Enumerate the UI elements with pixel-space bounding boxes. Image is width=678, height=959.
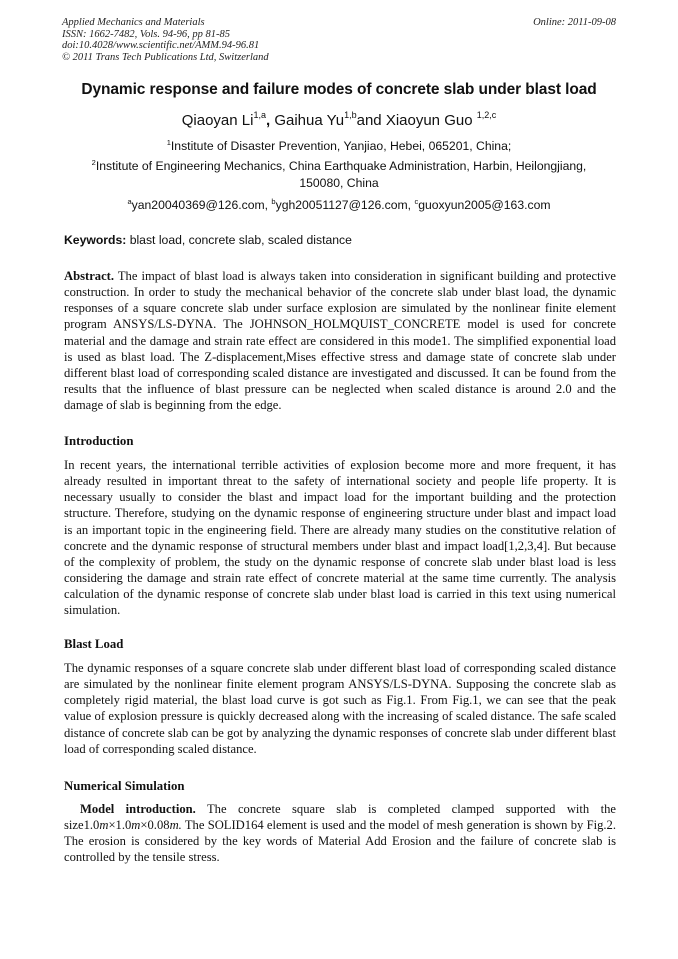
- section-heading-introduction: Introduction: [64, 434, 134, 448]
- affiliation-1: [70, 138, 608, 155]
- section-heading-blast-load: Blast Load: [64, 637, 124, 651]
- keywords: [64, 233, 616, 247]
- author-separator: ,: [265, 112, 271, 129]
- abstract-label: Abstract.: [64, 269, 115, 283]
- author-superscript: 1,a: [253, 110, 266, 120]
- unit-text: m.: [169, 818, 182, 833]
- affiliation-text: Institute of Disaster Prevention, Yanjiao, Hebei, 065201, China;: [170, 139, 512, 153]
- author-name: Qiaoyan Li: [181, 112, 254, 129]
- unit-text: m: [131, 818, 141, 833]
- unit-text: m: [99, 818, 109, 833]
- email-superscript: b: [271, 197, 276, 206]
- email-superscript: c: [414, 197, 419, 206]
- author-list: [40, 112, 638, 129]
- affiliation-2: [70, 158, 608, 191]
- email-link[interactable]: guoxyun2005@163.com: [418, 198, 551, 212]
- issn-line: ISSN: 1662-7482, Vols. 94-96, pp 81-85: [62, 28, 230, 40]
- affiliation-superscript: 1: [166, 138, 171, 147]
- model-introduction-paragraph: [64, 801, 616, 866]
- keywords-label: Keywords:: [64, 233, 127, 247]
- paragraph-text: The SOLID164 element is used and the model of mesh generation is shown by Fig.2. The erosion is considered by the key words of Material Add Erosion and the failure of concrete slab is controlled by the tensile stress.: [64, 818, 616, 865]
- journal-header: [62, 17, 616, 63]
- affiliation-text: Institute of Engineering Mechanics, China Earthquake Administration, Harbin, Heilongjiang, 150080, China: [95, 159, 587, 190]
- author-name: and Xiaoyun Guo: [356, 112, 473, 129]
- author-superscript: 1,2,c: [476, 110, 497, 120]
- doi-line[interactable]: doi:10.4028/www.scientific.net/AMM.94-96.81: [62, 40, 260, 52]
- email-link[interactable]: ygh20051127@126.com,: [275, 198, 415, 212]
- paragraph-text: The concrete square slab is completed clamped supported with the size1.0: [64, 802, 617, 833]
- affiliation-superscript: 2: [91, 158, 96, 167]
- author-superscript: 1,b: [344, 110, 357, 120]
- email-link[interactable]: yan20040369@126.com,: [131, 198, 272, 212]
- email-superscript: a: [127, 197, 132, 206]
- abstract-text: The impact of blast load is always taken into consideration in significant building and protective construction. In order to study the mechanical behavior of the concrete slab under blast load, the dynamic responses of a square concrete slab under surface explosion are simulated by the nonlinear finite element program ANSYS/LS-DYNA. The JOHNSON_HOLMQUIST_CONCRETE model is used for concrete material and the damage and strain rate effect are considered in this mode1. The simplified exponential load is used as blast load. The Z-displacement,Mises effective stress and damage state of concrete slab under different blast load of corresponding scaled distance are investigated and discussed. It can be found from the results that the influence of blast pressure can be neglected when scaled distance is around 2.0 and the damage of slab is beginning from the edge.: [64, 269, 616, 413]
- paragraph-text: ×1.0: [108, 818, 132, 833]
- paper-title: Dynamic response and failure modes of concrete slab under blast load: [81, 81, 597, 98]
- introduction-paragraph: In recent years, the international terrible activities of explosion become more and more frequent, it has already resulted in important threat to the safety of international society and people life property. It is necessary usually to consider the blast and impact load for the important building and the protection structure. Therefore, studying on the dynamic response of engineering structure under blast and impact load is an important topic in the engineering field. There are already many studies on the constitutive relation of concrete and the dynamic response of structural members under blast and impact load[1,2,3,4]. But because of the complexity of problem, the study on the dynamic response of concrete slab under blast load is less considering the damage and strain rate effect of concrete material at the same time currently. The analysis calculation of the dynamic response of concrete slab under blast load is carried in this text using numerical simulation.: [64, 458, 616, 618]
- abstract: [64, 268, 616, 413]
- blast-load-paragraph: The dynamic responses of a square concrete slab under different blast load of corresponding scaled distance are simulated by the nonlinear finite element program ANSYS/LS-DYNA. Supposing the concrete slab as completely rigid material, the blast load curve is got such as Fig.1. From Fig.1, we can see that the peak value of explosion pressure is quickly decreased along with the increasing of scaled distance. The safe scaled distance of concrete slab can be got by analyzing the dynamic responses of concrete slab under different blast load of corresponding scaled distance.: [64, 661, 616, 756]
- journal-name: Applied Mechanics and Materials: [62, 17, 205, 28]
- author-emails: [70, 197, 608, 214]
- paragraph-text: ×0.08: [140, 818, 170, 833]
- section-heading-numerical-simulation: Numerical Simulation: [64, 779, 185, 793]
- copyright-line: © 2011 Trans Tech Publications Ltd, Switzerland: [62, 51, 269, 63]
- keywords-text: blast load, concrete slab, scaled distance: [126, 233, 352, 247]
- subsection-label: Model introduction.: [80, 802, 196, 816]
- author-name: Gaihua Yu: [270, 112, 345, 129]
- online-date: Online: 2011-09-08: [533, 17, 616, 28]
